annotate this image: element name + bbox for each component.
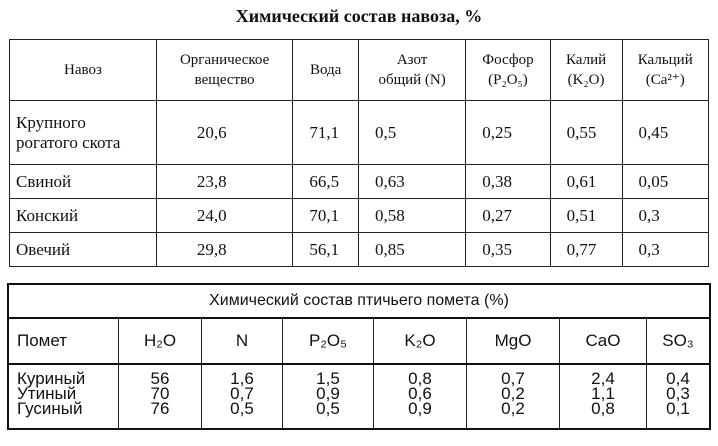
value-cell: 0,8 0,6 0,9 — [374, 364, 467, 429]
table2-header-row — [8, 318, 710, 364]
table1-header-cell: Вода — [293, 40, 359, 101]
table1-row — [10, 101, 709, 165]
manure-type-cell: Овечий — [10, 233, 157, 267]
table2-header-cell: MgO — [467, 318, 560, 364]
value-cell: 2,4 1,1 0,8 — [560, 364, 647, 429]
value-cell: 0,05 — [622, 165, 709, 199]
table2-header-cell: CaO — [560, 318, 647, 364]
table1-row — [10, 165, 709, 199]
table2-caption-row — [8, 284, 710, 318]
table1-row — [10, 233, 709, 267]
value-cell: 0,45 — [622, 101, 709, 165]
table2-header-cell: SO₃ — [647, 318, 711, 364]
table2-header-cell: H₂O — [119, 318, 202, 364]
value-cell: 0,38 — [466, 165, 550, 199]
table2-title: Химический состав птичьего помета (%) — [8, 284, 710, 318]
value-cell: 0,35 — [466, 233, 550, 267]
value-cell: 0,58 — [358, 199, 465, 233]
value-cell: 0,61 — [550, 165, 622, 199]
value-cell: 66,5 — [293, 165, 359, 199]
table1-header-cell: Кальций (Ca²⁺) — [622, 40, 709, 101]
table2-header-cell: K₂O — [374, 318, 467, 364]
table1-row — [10, 199, 709, 233]
value-cell: 20,6 — [156, 101, 292, 165]
value-cell: 71,1 — [293, 101, 359, 165]
table2-header-cell: Помет — [8, 318, 119, 364]
table2-header-cell: P₂O₅ — [283, 318, 374, 364]
value-cell: 0,4 0,3 0,1 — [666, 369, 690, 418]
table1-header-cell: Калий (K₂O) — [550, 40, 622, 101]
table1-header-cell: Азот общий (N) — [358, 40, 465, 101]
value-cell: 0,3 — [622, 233, 709, 267]
value-cell: 0,51 — [550, 199, 622, 233]
value-cell: 1,5 0,9 0,5 — [283, 364, 374, 429]
droppings-type-cell: Куриный Утиный Гусиный — [8, 364, 119, 429]
value-cell: 0,85 — [358, 233, 465, 267]
value-cell: 24,0 — [156, 199, 292, 233]
value-cell: 0,7 0,2 0,2 — [467, 364, 560, 429]
table1-header-cell: Органическое вещество — [156, 40, 292, 101]
table1-header-cell: Фосфор (P₂O₅) — [466, 40, 550, 101]
table2-header-cell: N — [202, 318, 283, 364]
value-cell: 56,1 — [293, 233, 359, 267]
value-cell: 0,55 — [550, 101, 622, 165]
table2-body-row — [8, 364, 710, 429]
value-cell: 0,63 — [358, 165, 465, 199]
manure-type-cell: Крупного рогатого скота — [10, 101, 157, 165]
value-cell: 70,1 — [293, 199, 359, 233]
value-cell: 0,27 — [466, 199, 550, 233]
value-cell: 0,3 — [622, 199, 709, 233]
manure-composition-table — [9, 39, 709, 267]
manure-type-cell: Конский — [10, 199, 157, 233]
table1-header-cell: Навоз — [10, 40, 157, 101]
table1-title: Химический состав навоза, % — [235, 6, 483, 26]
value-cell: 0,5 — [358, 101, 465, 165]
value-cell: 0,25 — [466, 101, 550, 165]
value-cell: 0,77 — [550, 233, 622, 267]
value-cell: 23,8 — [156, 165, 292, 199]
poultry-droppings-table — [7, 283, 711, 430]
value-cell: 1,6 0,7 0,5 — [202, 364, 283, 429]
value-cell: 56 70 76 — [119, 364, 202, 429]
value-cell: 29,8 — [156, 233, 292, 267]
manure-type-cell: Свиной — [10, 165, 157, 199]
table1-header-row — [10, 40, 709, 101]
